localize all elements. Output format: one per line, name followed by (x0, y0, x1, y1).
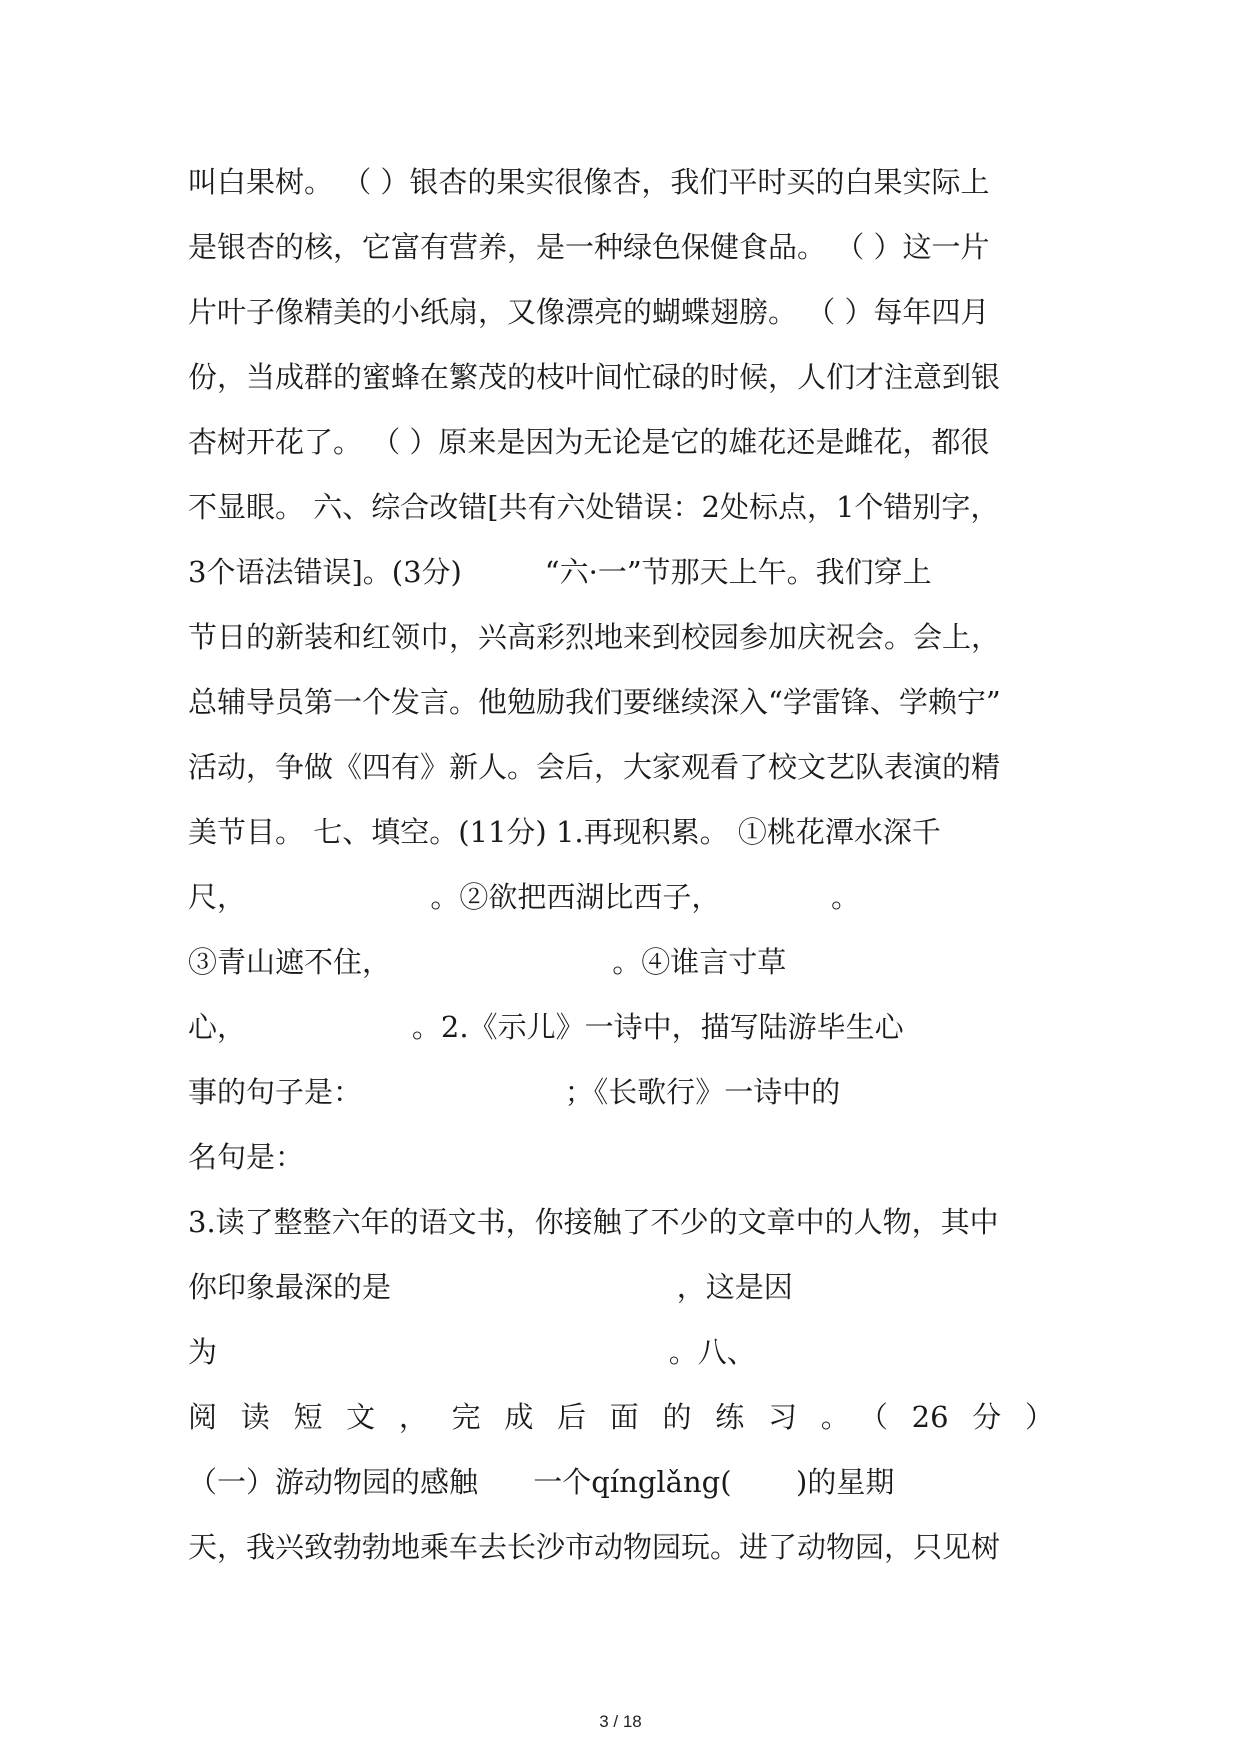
text-line: 你印象最深的是 ，这是因 (188, 1270, 793, 1304)
text-line: 阅读短文，完成后面的练习。（26分） (188, 1400, 1054, 1434)
text-line: 名句是： (188, 1140, 305, 1174)
text-line: 事的句子是： ；《长歌行》一诗中的 (188, 1075, 841, 1109)
text-line: 叫白果树。 （ ）银杏的果实很像杏，我们平时买的白果实际上 (188, 165, 990, 199)
text-line: 天，我兴致勃勃地乘车去长沙市动物园玩。进了动物园，只见树 (188, 1530, 1001, 1564)
text-line: 尺， 。②欲把西湖比西子， 。 (188, 880, 860, 914)
text-line: 3.读了整整六年的语文书，你接触了不少的文章中的人物，其中 (188, 1205, 999, 1239)
text-line: 不显眼。 六、综合改错[共有六处错误：2处标点，1个错别字， (188, 490, 1000, 524)
text-line: 为 。八、 (188, 1335, 756, 1369)
text-line: ③青山遮不住， 。④谁言寸草 (188, 945, 787, 979)
text-line: 活动，争做《四有》新人。会后，大家观看了校文艺队表演的精 (188, 750, 1001, 784)
document-body (188, 160, 1054, 1590)
text-line: 心， 。2.《示儿》一诗中，描写陆游毕生心 (188, 1010, 904, 1044)
text-line: （一）游动物园的感触 一个qínglǎng( )的星期 (188, 1465, 895, 1499)
text-line: 节日的新装和红领巾，兴高彩烈地来到校园参加庆祝会。会上， (188, 620, 1001, 654)
text-line: 是银杏的核，它富有营养，是一种绿色保健食品。 （ ）这一片 (188, 230, 990, 264)
text-line: 杏树开花了。 （ ）原来是因为无论是它的雄花还是雌花，都很 (188, 425, 990, 459)
text-line: 美节目。 七、填空。(11分) 1.再现积累。 ①桃花潭水深千 (188, 815, 941, 849)
page-number: 3 / 18 (599, 1712, 642, 1731)
text-line: 3个语法错误]。(3分) “六·一”节那天上午。我们穿上 (188, 555, 932, 589)
text-line: 份，当成群的蜜蜂在繁茂的枝叶间忙碌的时候，人们才注意到银 (188, 360, 1001, 394)
text-line: 片叶子像精美的小纸扇，又像漂亮的蝴蝶翅膀。 （ ）每年四月 (188, 295, 990, 329)
text-line: 总辅导员第一个发言。他勉励我们要继续深入“学雷锋、学赖宁” (188, 685, 1001, 719)
